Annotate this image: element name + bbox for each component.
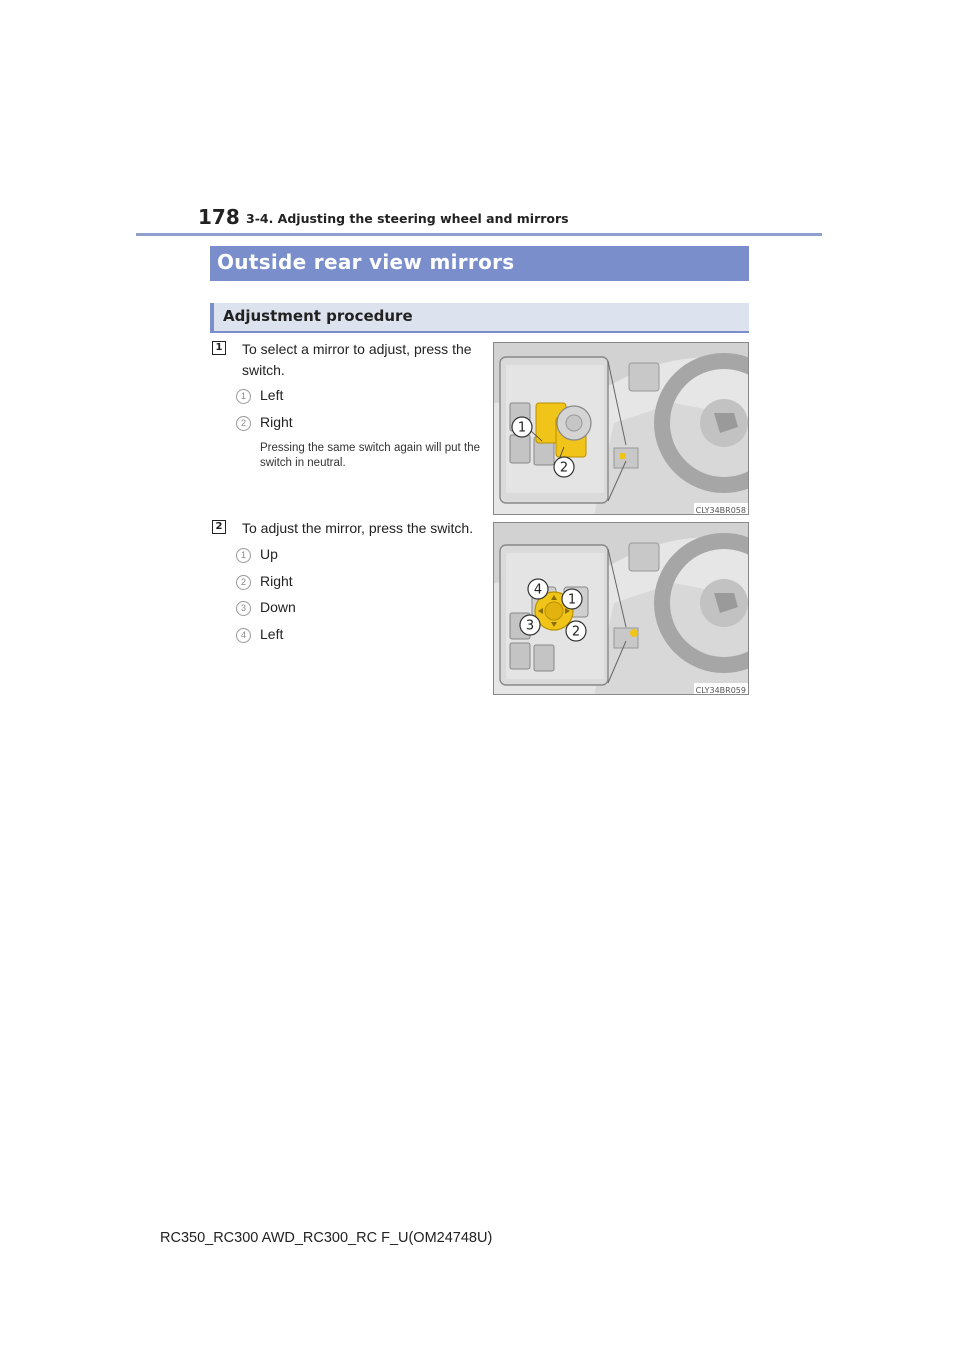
- page-number: 178: [198, 205, 240, 229]
- model-footer: RC350_RC300 AWD_RC300_RC F_U(OM24748U): [160, 1230, 493, 1246]
- item-number-circle: 3: [236, 601, 251, 616]
- figure-1-callout: 2: [559, 460, 569, 476]
- figure-2-callout: 3: [525, 618, 535, 634]
- figure-1-code: CLY34BR058: [695, 506, 746, 515]
- item-label-left: Left: [260, 626, 284, 642]
- step-number-box: 1: [212, 341, 226, 355]
- item-number-circle: 1: [236, 389, 251, 404]
- neutral-note: Pressing the same switch again will put the switch in neutral.: [260, 442, 480, 469]
- figure-1-callout: 1: [517, 420, 527, 436]
- figure-2-callout: 1: [567, 592, 577, 608]
- subsection-rule: [210, 331, 749, 333]
- item-label-right: Right: [260, 573, 293, 589]
- item-number-circle: 1: [236, 548, 251, 563]
- figure-2-callout: 2: [571, 624, 581, 640]
- item-number-circle: 2: [236, 575, 251, 590]
- mirror-adjust-switch-illustration: [493, 522, 749, 695]
- step-1-line-2: switch.: [242, 362, 285, 378]
- header-rule: [136, 233, 822, 236]
- step-1-instruction: [242, 339, 472, 381]
- item-label-left: Left: [260, 387, 284, 403]
- mirror-select-switch-illustration: [493, 342, 749, 515]
- item-label-up: Up: [260, 546, 278, 562]
- figure-2-callout: 4: [533, 582, 543, 598]
- step-2-instruction: To adjust the mirror, press the switch.: [242, 520, 474, 536]
- step-1-line-1: To select a mirror to adjust, press the: [242, 341, 472, 357]
- chapter-running-head: 3-4. Adjusting the steering wheel and mirrors: [246, 211, 569, 226]
- item-label-right: Right: [260, 414, 293, 430]
- figure-2-code: CLY34BR059: [695, 686, 746, 695]
- section-title: Outside rear view mirrors: [217, 250, 515, 274]
- item-number-circle: 4: [236, 628, 251, 643]
- subsection-title: Adjustment procedure: [223, 307, 413, 325]
- item-label-down: Down: [260, 599, 296, 615]
- step-number-box: 2: [212, 520, 226, 534]
- item-number-circle: 2: [236, 416, 251, 431]
